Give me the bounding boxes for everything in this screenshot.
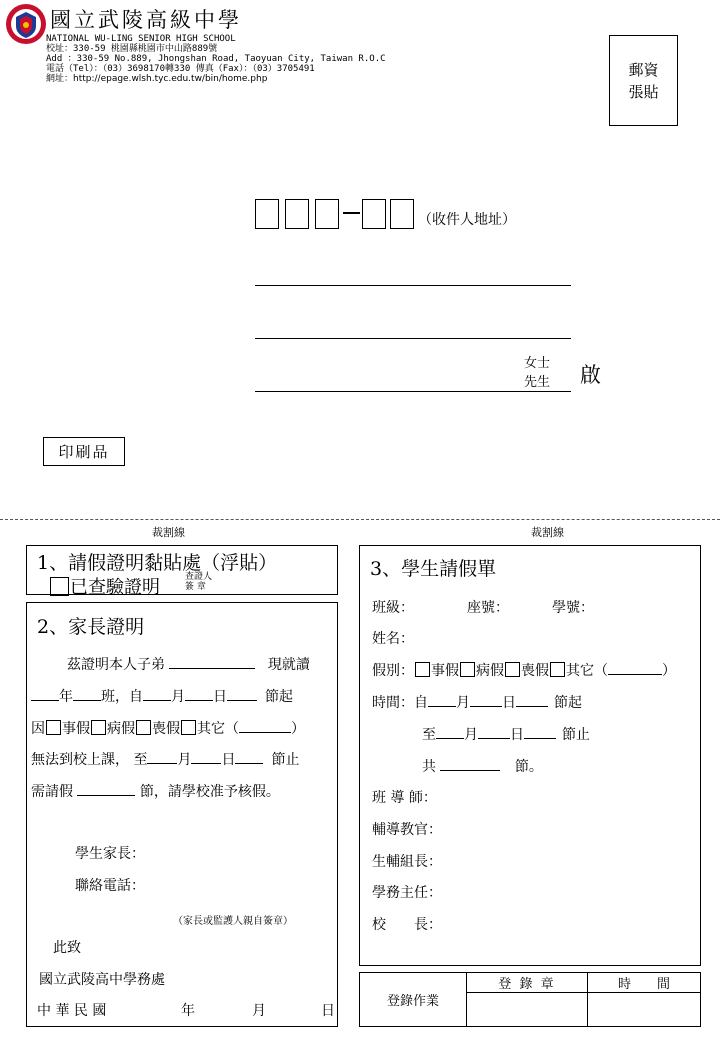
- time-to-row: [422, 724, 590, 744]
- class-blank[interactable]: [73, 699, 101, 701]
- cert-text: 月: [171, 689, 185, 705]
- registration-label: 登錄作業: [360, 973, 467, 1027]
- zip-box-5[interactable]: [390, 199, 414, 229]
- form-to-day-blank[interactable]: [478, 737, 510, 739]
- form-to-period-blank[interactable]: [524, 737, 556, 739]
- verified-label: 已查驗證明: [70, 577, 160, 598]
- cert-text: 日: [502, 695, 516, 711]
- form-funeral-leave-checkbox[interactable]: [505, 662, 520, 677]
- cert-line-1: [67, 654, 310, 674]
- class-label: 班級：: [372, 600, 414, 616]
- cert-line-3: [31, 718, 305, 738]
- signature-note: （家長或監護人親自簽章）: [173, 916, 293, 927]
- title-sir: 先生: [524, 375, 551, 390]
- leave-label: 事假: [62, 721, 90, 737]
- printed-matter-label: 印刷品: [43, 437, 125, 466]
- other-leave-checkbox[interactable]: [181, 720, 196, 735]
- student-name-label: 姓名：: [372, 631, 414, 647]
- cert-text: 月: [464, 727, 478, 743]
- cert-text: 因: [31, 721, 45, 737]
- cert-line-4: [31, 749, 299, 769]
- personal-leave-checkbox[interactable]: [46, 720, 61, 735]
- homeroom-teacher-label: 班 導 師：: [372, 790, 437, 806]
- grade-blank[interactable]: [31, 699, 59, 701]
- cert-text: 節止: [562, 727, 590, 743]
- cert-text: 節止: [271, 752, 300, 768]
- zip-box-4[interactable]: [362, 199, 386, 229]
- registration-time-header: 時 間: [588, 973, 701, 993]
- to-day-blank[interactable]: [191, 762, 221, 764]
- leave-label: 其它（: [197, 721, 239, 737]
- form-total-periods-blank[interactable]: [440, 769, 500, 771]
- open-honorific: 啟: [580, 363, 601, 387]
- student-leave-form-box: [359, 545, 701, 966]
- from-day-blank[interactable]: [185, 699, 213, 701]
- cert-line-5: [31, 781, 280, 801]
- stamp-label-line1: 郵資: [628, 60, 659, 79]
- school-phone: 電話（Tel）：（03）3698170轉330 傳真（Fax）：（03）3705491: [46, 64, 315, 74]
- form-other-reason-blank[interactable]: [608, 673, 662, 675]
- cert-text: 節。: [514, 759, 543, 775]
- school-address-zh: 校址：330-59 桃園縣桃園市中山路889號: [46, 44, 218, 54]
- student-name-blank[interactable]: [169, 667, 255, 669]
- form-from-day-blank[interactable]: [470, 705, 502, 707]
- cert-text: ）: [662, 663, 676, 679]
- cert-text: 節，請學校准予核假。: [139, 784, 280, 800]
- student-id-label: 學號：: [552, 600, 594, 616]
- cert-text: 日: [221, 752, 236, 768]
- roc-label: 中 華 民 國: [37, 1003, 107, 1019]
- addressee-text: 國立武陵高中學務處: [39, 972, 165, 988]
- school-website: 網址：http://epage.wlsh.tyc.edu.tw/bin/home.php: [46, 74, 268, 84]
- school-english-name: NATIONAL WU-LING SENIOR HIGH SCHOOL: [46, 34, 236, 44]
- cert-text: 班，自: [101, 689, 143, 705]
- sick-leave-checkbox[interactable]: [91, 720, 106, 735]
- leave-label: 病假: [476, 663, 504, 679]
- registration-stamp-cell[interactable]: [467, 993, 588, 1027]
- section3-title: 3、學生請假單: [370, 558, 497, 580]
- cert-text: 茲證明本人子弟: [67, 657, 165, 673]
- cut-line-label-left: 裁割線: [152, 526, 185, 539]
- principal-label: 校 長：: [372, 917, 442, 933]
- director-label: 學務主任：: [372, 885, 442, 901]
- verifier-label-line1: 查證人: [185, 572, 213, 582]
- school-name: 國立武陵高級中學: [50, 8, 242, 32]
- section1-title: 1、請假證明黏貼處（浮貼）: [37, 552, 278, 574]
- recipient-address-label: （收件人地址）: [418, 212, 516, 228]
- team-leader-label: 生輔組長：: [372, 854, 442, 870]
- verifier-label-line2: 簽 章: [185, 582, 206, 592]
- section2-title: 2、家長證明: [37, 616, 145, 638]
- total-periods-blank[interactable]: [77, 794, 135, 796]
- cert-text: 節起: [265, 689, 293, 705]
- verified-row: [49, 573, 160, 599]
- address-line-2[interactable]: [255, 338, 571, 339]
- date-day-label: 日: [321, 1003, 335, 1019]
- registration-time-cell[interactable]: [588, 993, 701, 1027]
- stamp-label-line2: 張貼: [628, 82, 659, 101]
- respectfully-text: 此致: [53, 940, 81, 956]
- contact-phone-label: 聯絡電話：: [75, 878, 145, 894]
- cert-text: 無法到校上課， 至: [31, 752, 148, 768]
- cert-text: 節起: [554, 695, 582, 711]
- leave-label: 喪假: [152, 721, 180, 737]
- date-month-label: 月: [252, 1003, 266, 1019]
- postage-stamp-box: [609, 35, 678, 126]
- leave-label: 其它（: [566, 663, 608, 679]
- cert-line-2: [31, 686, 293, 706]
- form-other-leave-checkbox[interactable]: [550, 662, 565, 677]
- zip-box-1[interactable]: [255, 199, 279, 229]
- form-to-month-blank[interactable]: [436, 737, 464, 739]
- verified-checkbox[interactable]: [50, 577, 69, 596]
- cert-text: 需請假: [31, 784, 73, 800]
- zip-box-3[interactable]: [315, 199, 339, 229]
- cut-line: [0, 519, 720, 520]
- time-label: 時間：自: [372, 695, 428, 711]
- title-lady: 女士: [524, 356, 551, 371]
- cert-text: 年: [59, 689, 73, 705]
- zip-dash: [343, 212, 360, 214]
- cert-text: 至: [422, 727, 436, 743]
- leave-type-label: 假別：: [372, 663, 414, 679]
- funeral-leave-checkbox[interactable]: [136, 720, 151, 735]
- parent-signature-label: 學生家長：: [75, 846, 145, 862]
- cert-text: 日: [213, 689, 227, 705]
- date-year-label: 年: [181, 1003, 195, 1019]
- seat-label: 座號：: [467, 600, 509, 616]
- from-period-blank[interactable]: [227, 699, 257, 701]
- leave-label: 事假: [431, 663, 459, 679]
- leave-label: 喪假: [521, 663, 549, 679]
- address-line-1[interactable]: [255, 285, 571, 286]
- zip-box-2[interactable]: [285, 199, 309, 229]
- cert-text: ）: [291, 721, 305, 737]
- verifier-label: [185, 572, 212, 592]
- parent-certificate-box: [26, 602, 338, 1027]
- school-logo-icon: [5, 3, 47, 45]
- form-sick-leave-checkbox[interactable]: [460, 662, 475, 677]
- leave-label: 病假: [107, 721, 135, 737]
- to-month-blank[interactable]: [147, 762, 177, 764]
- from-month-blank[interactable]: [143, 699, 171, 701]
- form-from-period-blank[interactable]: [516, 705, 548, 707]
- proof-attachment-box: [26, 545, 338, 598]
- registration-table: [359, 972, 701, 1027]
- form-personal-leave-checkbox[interactable]: [415, 662, 430, 677]
- to-period-blank[interactable]: [235, 762, 263, 764]
- cert-text: 月: [456, 695, 470, 711]
- cert-text: 月: [177, 752, 192, 768]
- school-address-en: Add ：330-59 No.889, Jhongshan Road, Taoyuan City, Taiwan R.O.C: [46, 54, 386, 64]
- leave-type-row: [372, 660, 676, 680]
- other-reason-blank[interactable]: [239, 731, 291, 733]
- total-row: [422, 756, 543, 776]
- cut-line-label-right: 裁割線: [531, 526, 564, 539]
- cert-text: 日: [510, 727, 524, 743]
- cert-text: 現就讀: [267, 657, 310, 673]
- cert-text: 共: [422, 759, 436, 775]
- address-line-3[interactable]: [255, 391, 571, 392]
- registration-stamp-header: 登 錄 章: [467, 973, 588, 993]
- form-from-month-blank[interactable]: [428, 705, 456, 707]
- counselor-label: 輔導教官：: [372, 822, 442, 838]
- time-from-row: [372, 692, 582, 712]
